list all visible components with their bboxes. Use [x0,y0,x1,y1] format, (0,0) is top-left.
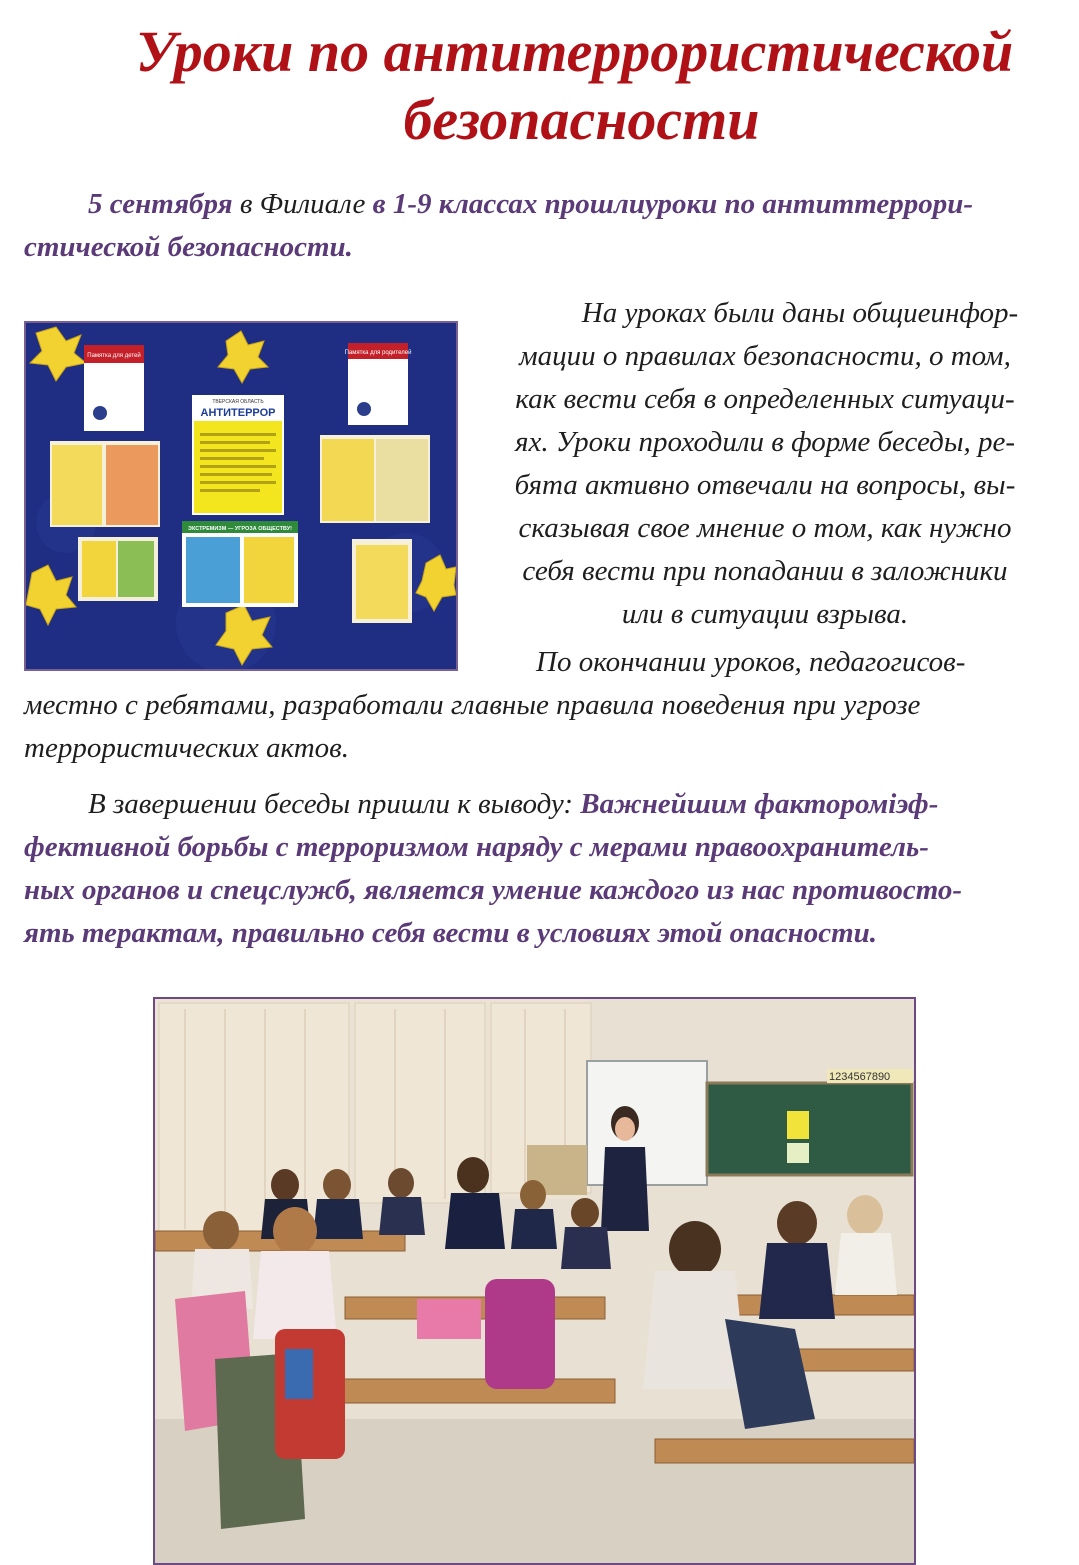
bulletin-board-photo [24,321,458,671]
classroom-photo [153,997,916,1565]
conclusion-line1 [24,783,1064,826]
rules-line1: По окончании уроков, педагогисов- [536,646,966,678]
conclusion-line4: ять терактам, правильно себя вести в условиях этой опасности. [24,917,878,949]
lessons-line1: На уроках были даны общиеинфор- [581,297,1019,329]
poster-children-header: Памятка для детей [87,353,141,359]
intro-paragraph [24,183,1064,269]
conclusion-line2: фективной борьбы с терроризмом наряду с мерами правоохранитель- [24,831,929,863]
numbers-strip: 1234567890 [829,1071,891,1083]
lessons-line4: ях. Уроки проходили в форме беседы, ре- [514,426,1016,458]
page-title-line1: Уроки по антитеррористической [135,19,1014,84]
conclusion-paragraph [24,783,1064,955]
intro-grades: в 1-9 классах [372,188,538,220]
intro-in-branch: в Филиале [232,188,373,220]
rules-paragraph [24,641,1064,770]
poster-center-region: ТВЕРСКАЯ ОБЛАСТЬ [212,399,264,405]
page-title-line2: безопасности [403,87,760,152]
intro-date: 5 сентября [88,188,233,220]
intro-line2: стической безопасности. [24,231,353,263]
rules-line3: террористических актов. [24,732,349,764]
lessons-line5: бята активно отвечали на вопросы, вы- [514,469,1016,501]
intro-line1 [24,183,1064,226]
conclusion-lead: В завершении беседы пришли к выводу: [88,788,581,820]
intro-rest: прошлиуроки по антиттеррори- [537,188,974,220]
poster-center-brand: АНТИТЕРРОР [200,407,276,419]
poster-parents-header: Памятка для родителей [344,350,412,356]
lessons-line2: мации о правилах безопасности, о том, [519,340,1011,372]
lessons-line7: себя вести при попадании в заложники [522,555,1008,587]
rules-line2: местно с ребятами, разработали главные правила поведения при угрозе [24,689,921,721]
conclusion-bold1: Важнейшим фактороміэф- [580,788,939,820]
lessons-line3: как вести себя в определенных ситуаци- [515,383,1015,415]
conclusion-line3: ных органов и спецслужб, является умение каждого из нас противосто- [24,874,963,906]
lessons-line6: сказывая свое мнение о том, как нужно [518,512,1012,544]
poster-bottom-header: ЭКСТРЕМИЗМ — УГРОЗА ОБЩЕСТВУ! [188,526,292,532]
lessons-line8: или в ситуации взрыва. [621,598,909,630]
lessons-paragraph [470,292,1060,636]
